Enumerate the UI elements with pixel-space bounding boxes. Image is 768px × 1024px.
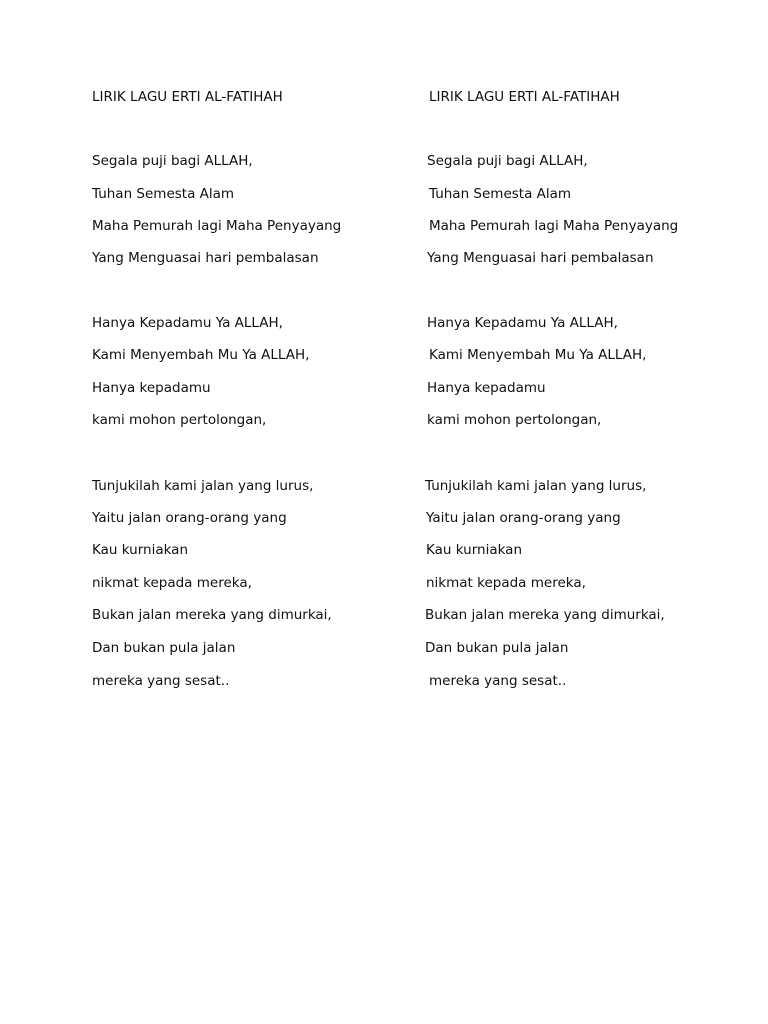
lyrics-line: Maha Pemurah lagi Maha Penyayang: [92, 218, 342, 234]
lyrics-line: Kami Menyembah Mu Ya ALLAH,: [92, 347, 310, 363]
lyrics-line: Yaitu jalan orang-orang yang: [426, 510, 621, 526]
lyrics-line: Tuhan Semesta Alam: [92, 186, 235, 202]
lyrics-line: Hanya kepadamu: [427, 380, 546, 396]
lyrics-line: Yang Menguasai hari pembalasan: [92, 250, 319, 266]
lyrics-line: Kau kurniakan: [426, 542, 522, 558]
lyrics-line: Maha Pemurah lagi Maha Penyayang: [429, 218, 679, 234]
lyrics-line: Yang Menguasai hari pembalasan: [427, 250, 654, 266]
lyrics-line: Yaitu jalan orang-orang yang: [92, 510, 287, 526]
lyrics-line: mereka yang sesat..: [92, 673, 230, 689]
lyrics-line: Segala puji bagi ALLAH,: [427, 153, 588, 169]
lyrics-line: Tuhan Semesta Alam: [429, 186, 572, 202]
lyrics-line: Bukan jalan mereka yang dimurkai,: [425, 607, 665, 623]
lyrics-line: Kami Menyembah Mu Ya ALLAH,: [429, 347, 647, 363]
lyrics-line: Hanya Kepadamu Ya ALLAH,: [427, 315, 618, 331]
lyrics-column-right: [426, 0, 756, 1024]
lyrics-line: Dan bukan pula jalan: [92, 640, 236, 656]
lyrics-line: kami mohon pertolongan,: [92, 412, 267, 428]
lyrics-column-left: [92, 0, 422, 1024]
lyrics-line: nikmat kepada mereka,: [426, 575, 586, 591]
lyrics-line: nikmat kepada mereka,: [92, 575, 252, 591]
lyrics-line: mereka yang sesat..: [429, 673, 567, 689]
lyrics-line: Bukan jalan mereka yang dimurkai,: [92, 607, 332, 623]
lyrics-line: Kau kurniakan: [92, 542, 188, 558]
lyrics-line: Dan bukan pula jalan: [425, 640, 569, 656]
lyrics-line: kami mohon pertolongan,: [427, 412, 602, 428]
lyrics-line: Hanya kepadamu: [92, 380, 211, 396]
lyrics-line: Tunjukilah kami jalan yang lurus,: [92, 478, 314, 494]
lyrics-line: Segala puji bagi ALLAH,: [92, 153, 253, 169]
lyrics-title: LIRIK LAGU ERTI AL-FATIHAH: [92, 89, 283, 105]
lyrics-line: Tunjukilah kami jalan yang lurus,: [425, 478, 647, 494]
lyrics-line: Hanya Kepadamu Ya ALLAH,: [92, 315, 283, 331]
lyrics-title: LIRIK LAGU ERTI AL-FATIHAH: [429, 89, 620, 105]
